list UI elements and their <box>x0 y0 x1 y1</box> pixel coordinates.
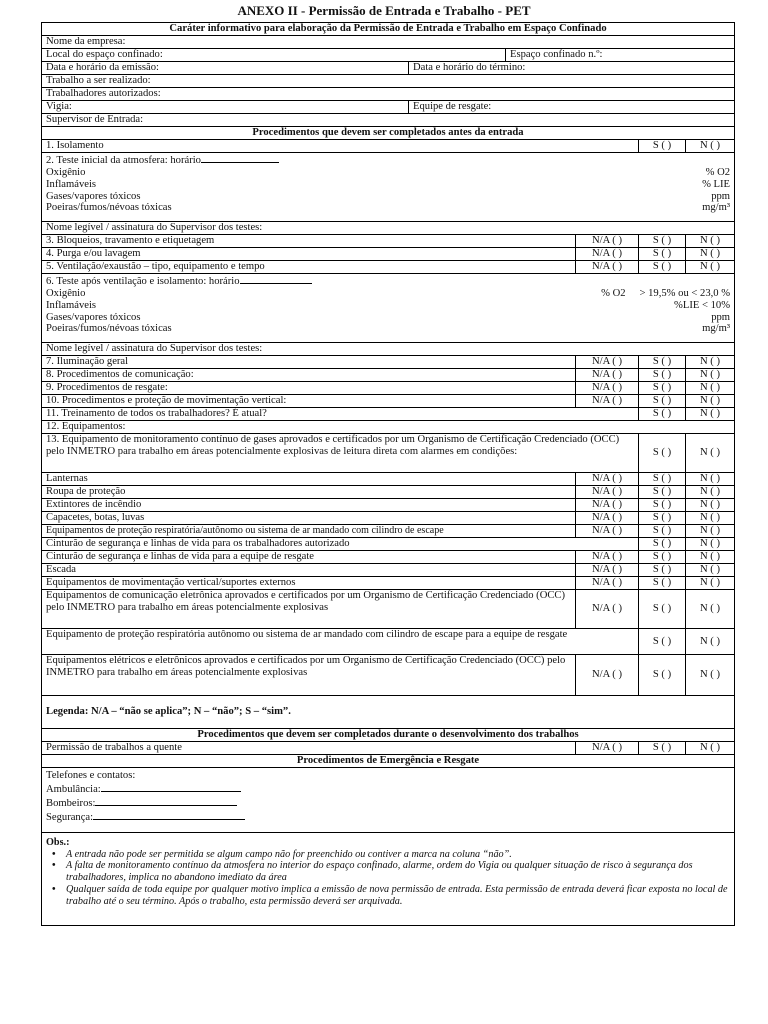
item-8-n[interactable]: N ( ) <box>686 369 735 382</box>
equip-respiratoria-na[interactable]: N/A ( ) <box>576 525 639 538</box>
contatos-bombeiros: Bombeiros: <box>46 797 96 809</box>
item-6-inflamaveis: Inflamáveis <box>46 299 97 311</box>
equip-cinturao-resgate-n[interactable]: N ( ) <box>686 551 735 564</box>
equip-extintores-na[interactable]: N/A ( ) <box>576 499 639 512</box>
item-3-na[interactable]: N/A ( ) <box>576 235 639 248</box>
permissao-quente-na[interactable]: N/A ( ) <box>576 742 639 755</box>
equip-eletricos: Equipamentos elétricos e eletrônicos aprovados e certificados por um Organismo de Certificação Credenciado (OCC) pelo INMETRO para trabalho em áreas potencialmente explosivas <box>42 655 576 696</box>
item-7-n[interactable]: N ( ) <box>686 356 735 369</box>
item-6-oxigenio: Oxigênio <box>46 287 86 299</box>
item-4-na[interactable]: N/A ( ) <box>576 248 639 261</box>
contatos-seguranca: Segurança: <box>46 811 94 823</box>
item-5-s[interactable]: S ( ) <box>639 261 686 274</box>
item-2-gases: Gases/vapores tóxicos <box>46 190 141 202</box>
equip-lanternas-n[interactable]: N ( ) <box>686 473 735 486</box>
item-12-label: 12. Equipamentos: <box>42 421 735 434</box>
equip-respiratoria-resgate: Equipamento de proteção respiratória autônomo ou sistema de ar mandado com cilindro de escape para a equipe de resgate <box>42 629 639 655</box>
item-8-na[interactable]: N/A ( ) <box>576 369 639 382</box>
equip-lanternas-s[interactable]: S ( ) <box>639 473 686 486</box>
obs-title: Obs.: <box>46 837 70 848</box>
item-13-label: 13. Equipamento de monitoramento contínuo de gases aprovados e certificados por um Organismo de Certificação Credenciado (OCC) pelo INMETRO para trabalho em áreas potencialmente explosivas de leitura direta com alarmes em condições: <box>42 434 639 473</box>
equip-roupa-na[interactable]: N/A ( ) <box>576 486 639 499</box>
equip-movimentacao: Equipamentos de movimentação vertical/suportes externos <box>42 577 576 590</box>
item-8-s[interactable]: S ( ) <box>639 369 686 382</box>
contatos-telefones: Telefones e contatos: <box>46 770 136 781</box>
equip-roupa-s[interactable]: S ( ) <box>639 486 686 499</box>
equip-extintores-s[interactable]: S ( ) <box>639 499 686 512</box>
item-5-na[interactable]: N/A ( ) <box>576 261 639 274</box>
item-6-oxigenio-mid: % O2 <box>601 287 626 299</box>
equip-roupa: Roupa de proteção <box>42 486 576 499</box>
item-13-s[interactable]: S ( ) <box>639 434 686 473</box>
equip-extintores: Extintores de incêndio <box>42 499 576 512</box>
item-2-inflamaveis: Inflamáveis <box>46 178 97 190</box>
equip-respiratoria: Equipamentos de proteção respiratória/autônomo ou sistema de ar mandado com cilindro de escape <box>42 525 576 538</box>
item-7-na[interactable]: N/A ( ) <box>576 356 639 369</box>
item-7-s[interactable]: S ( ) <box>639 356 686 369</box>
equip-respiratoria-resgate-s[interactable]: S ( ) <box>639 629 686 655</box>
ambulancia-line[interactable] <box>101 782 241 792</box>
equip-lanternas-na[interactable]: N/A ( ) <box>576 473 639 486</box>
item-2-oxigenio: Oxigênio <box>46 166 86 178</box>
equip-extintores-n[interactable]: N ( ) <box>686 499 735 512</box>
equip-roupa-n[interactable]: N ( ) <box>686 486 735 499</box>
item-3-n[interactable]: N ( ) <box>686 235 735 248</box>
equip-cinturao-trabalhadores-s[interactable]: S ( ) <box>639 538 686 551</box>
item-4-label: 4. Purga e/ou lavagem <box>42 248 576 261</box>
equip-movimentacao-s[interactable]: S ( ) <box>639 577 686 590</box>
item-13-n[interactable]: N ( ) <box>686 434 735 473</box>
item-2-poeiras: Poeiras/fumos/névoas tóxicas <box>46 202 172 214</box>
document-title: ANEXO II - Permissão de Entrada e Trabalho - PET <box>237 3 531 18</box>
item-10-na[interactable]: N/A ( ) <box>576 395 639 408</box>
item-6-time-line[interactable] <box>240 274 312 284</box>
field-local[interactable]: Local do espaço confinado: <box>42 49 506 61</box>
equip-eletricos-na[interactable]: N/A ( ) <box>576 655 639 696</box>
field-termino[interactable]: Data e horário do término: <box>413 62 526 73</box>
permissao-quente-label: Permissão de trabalhos a quente <box>42 742 576 755</box>
pet-form-table <box>41 22 735 926</box>
item-6-gases-unit: ppm <box>711 311 731 323</box>
equip-respiratoria-n[interactable]: N ( ) <box>686 525 735 538</box>
field-empresa[interactable]: Nome da empresa: <box>42 36 735 49</box>
field-espaco[interactable]: Espaço confinado n.º: <box>510 49 603 60</box>
equip-cinturao-resgate: Cinturão de segurança e linhas de vida para a equipe de resgate <box>42 551 576 564</box>
equip-capacetes-na[interactable]: N/A ( ) <box>576 512 639 525</box>
equip-capacetes: Capacetes, botas, luvas <box>42 512 576 525</box>
field-vigia[interactable]: Vigia: <box>42 101 409 113</box>
equip-movimentacao-n[interactable]: N ( ) <box>686 577 735 590</box>
item-2-poeiras-unit: mg/m³ <box>702 202 731 214</box>
field-trabalho[interactable]: Trabalho a ser realizado: <box>42 75 735 88</box>
equip-comunicacao: Equipamentos de comunicação eletrônica aprovados e certificados por um Organismo de Certificação Credenciado (OCC) pelo INMETRO para trabalho em áreas potencialmente explosivas <box>42 590 576 629</box>
equip-respiratoria-s[interactable]: S ( ) <box>639 525 686 538</box>
item-9-label: 9. Procedimentos de resgate: <box>42 382 576 395</box>
item-9-na[interactable]: N/A ( ) <box>576 382 639 395</box>
permissao-quente-n[interactable]: N ( ) <box>686 742 735 755</box>
legend: Legenda: N/A – “não se aplica”; N – “não”; S – “sim”. <box>46 706 291 718</box>
item-10-label: 10. Procedimentos e proteção de movimentação vertical: <box>42 395 576 408</box>
equip-comunicacao-n[interactable]: N ( ) <box>686 590 735 629</box>
item-6-signature[interactable]: Nome legível / assinatura do Supervisor dos testes: <box>42 343 735 356</box>
equip-escada: Escada <box>42 564 576 577</box>
item-2-inflamaveis-unit: % LIE <box>702 178 731 190</box>
item-6-title: 6. Teste após ventilação e isolamento: horário <box>46 276 240 287</box>
item-7-label: 7. Iluminação geral <box>42 356 576 369</box>
item-6-poeiras: Poeiras/fumos/névoas tóxicas <box>46 323 172 335</box>
equip-movimentacao-na[interactable]: N/A ( ) <box>576 577 639 590</box>
bombeiros-line[interactable] <box>95 796 237 806</box>
item-9-n[interactable]: N ( ) <box>686 382 735 395</box>
item-8-label: 8. Procedimentos de comunicação: <box>42 369 576 382</box>
field-trabalhadores[interactable]: Trabalhadores autorizados: <box>42 88 735 101</box>
item-1-n[interactable]: N ( ) <box>686 140 735 153</box>
item-5-n[interactable]: N ( ) <box>686 261 735 274</box>
item-9-s[interactable]: S ( ) <box>639 382 686 395</box>
equip-cinturao-trabalhadores-n[interactable]: N ( ) <box>686 538 735 551</box>
item-11-n[interactable]: N ( ) <box>686 408 735 421</box>
item-6-inflamaveis-unit: %LIE < 10% <box>674 299 731 311</box>
seguranca-line[interactable] <box>93 810 245 820</box>
equip-comunicacao-s[interactable]: S ( ) <box>639 590 686 629</box>
item-6-oxigenio-unit: > 19,5% ou < 23,0 % <box>639 287 731 299</box>
item-4-s[interactable]: S ( ) <box>639 248 686 261</box>
item-1-s[interactable]: S ( ) <box>639 140 686 153</box>
item-3-label: 3. Bloqueios, travamento e etiquetagem <box>42 235 576 248</box>
item-2-title: 2. Teste inicial da atmosfera: horário <box>46 155 201 166</box>
field-emissao[interactable]: Data e horário da emissão: <box>42 62 409 74</box>
equip-cinturao-trabalhadores: Cinturão de segurança e linhas de vida para os trabalhadores autorizado <box>42 538 639 551</box>
field-supervisor[interactable]: Supervisor de Entrada: <box>42 114 735 127</box>
equip-eletricos-n[interactable]: N ( ) <box>686 655 735 696</box>
equip-comunicacao-na[interactable]: N/A ( ) <box>576 590 639 629</box>
item-2-oxigenio-unit: % O2 <box>705 166 731 178</box>
equip-eletricos-s[interactable]: S ( ) <box>639 655 686 696</box>
equip-capacetes-n[interactable]: N ( ) <box>686 512 735 525</box>
equip-escada-na[interactable]: N/A ( ) <box>576 564 639 577</box>
obs-item-3: • Qualquer saída de toda equipe por qualquer motivo implica a emissão de nova permissão de entrada. Esta permissão de entrada deverá ficar exposta no local de trabalho até o seu término. Após o trabalho, esta permissão deverá ser arquivada. <box>66 884 730 907</box>
item-2-signature[interactable]: Nome legível / assinatura do Supervisor dos testes: <box>42 222 735 235</box>
item-1-label: 1. Isolamento <box>42 140 639 153</box>
item-11-label: 11. Treinamento de todos os trabalhadores? É atual? <box>42 408 639 421</box>
item-2-time-line[interactable] <box>201 153 279 163</box>
equip-escada-s[interactable]: S ( ) <box>639 564 686 577</box>
item-10-n[interactable]: N ( ) <box>686 395 735 408</box>
equip-lanternas: Lanternas <box>42 473 576 486</box>
form-header: Caráter informativo para elaboração da Permissão de Entrada e Trabalho em Espaço Confinado <box>42 23 735 36</box>
equip-escada-n[interactable]: N ( ) <box>686 564 735 577</box>
section-antes-header: Procedimentos que devem ser completados antes da entrada <box>42 127 735 140</box>
item-6-poeiras-unit: mg/m³ <box>702 323 731 335</box>
permissao-quente-s[interactable]: S ( ) <box>639 742 686 755</box>
item-11-s[interactable]: S ( ) <box>639 408 686 421</box>
section-emergencia-header: Procedimentos de Emergência e Resgate <box>42 755 735 768</box>
item-4-n[interactable]: N ( ) <box>686 248 735 261</box>
item-2-gases-unit: ppm <box>711 190 731 202</box>
section-durante-header: Procedimentos que devem ser completados durante o desenvolvimento dos trabalhos <box>42 729 735 742</box>
item-3-s[interactable]: S ( ) <box>639 235 686 248</box>
equip-capacetes-s[interactable]: S ( ) <box>639 512 686 525</box>
item-10-s[interactable]: S ( ) <box>639 395 686 408</box>
contatos-ambulancia: Ambulância: <box>46 783 101 795</box>
field-equipe[interactable]: Equipe de resgate: <box>413 101 492 112</box>
equip-respiratoria-resgate-n[interactable]: N ( ) <box>686 629 735 655</box>
obs-list <box>46 849 730 908</box>
item-6-gases: Gases/vapores tóxicos <box>46 311 141 323</box>
equip-cinturao-resgate-na[interactable]: N/A ( ) <box>576 551 639 564</box>
equip-cinturao-resgate-s[interactable]: S ( ) <box>639 551 686 564</box>
obs-item-2: • A falta de monitoramento contínuo da atmosfera no interior do espaço confinado, alarme, ordem do Vigia ou qualquer situação de risco à segurança dos trabalhadores, implica no abandono imediato da área <box>66 860 730 883</box>
obs-item-1: • A entrada não pode ser permitida se algum campo não for preenchido ou contiver a marca na coluna “não”. <box>66 849 730 861</box>
item-5-label: 5. Ventilação/exaustão – tipo, equipamento e tempo <box>42 261 576 274</box>
